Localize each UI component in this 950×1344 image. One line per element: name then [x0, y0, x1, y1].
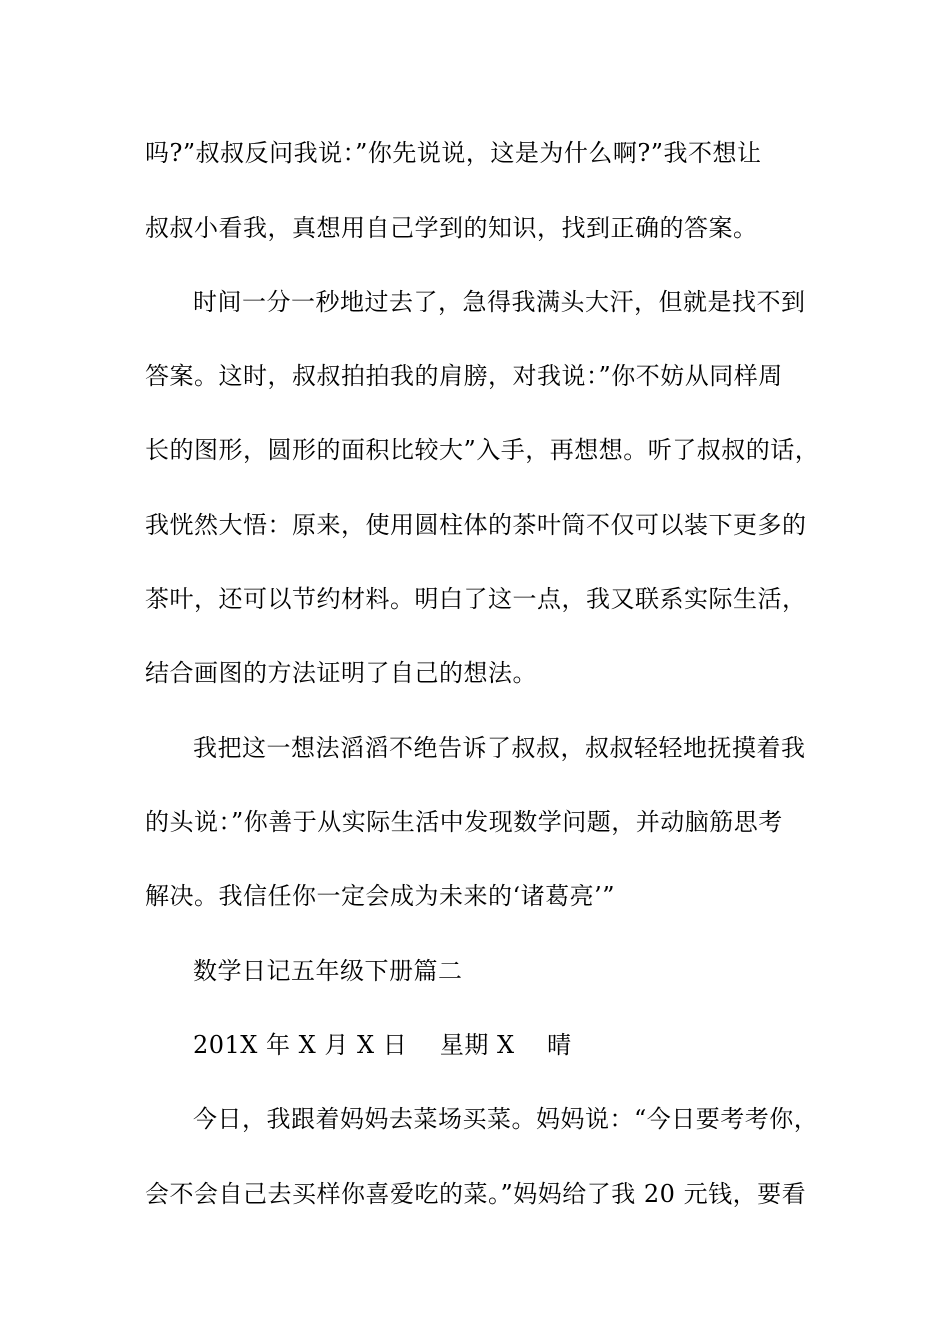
text-line: 叔叔小看我，真想用自己学到的知识，找到正确的答案。	[145, 214, 758, 242]
section-heading: 数学日记五年级下册篇二	[193, 957, 463, 985]
paragraph-start: 时间一分一秒地过去了，急得我满头大汗，但就是找不到	[193, 288, 806, 316]
date-line: 201X 年 X 月 X 日 星期 X 晴	[193, 1031, 572, 1059]
text-line: 的头说：”你善于从实际生活中发现数学问题，并动脑筋思考	[145, 808, 783, 836]
text-line: 答案。这时，叔叔拍拍我的肩膀，对我说：”你不妨从同样周	[145, 362, 783, 390]
text-line: 会不会自己去买样你喜爱吃的菜。”妈妈给了我 20 元钱，要看	[145, 1180, 807, 1208]
text-line: 结合画图的方法证明了自己的想法。	[145, 659, 537, 687]
text-line: 我恍然大悟：原来，使用圆柱体的茶叶筒不仅可以装下更多的	[145, 511, 807, 539]
text-line: 解决。我信任你一定会成为未来的‘诸葛亮’”	[145, 882, 616, 910]
paragraph-start: 我把这一想法滔滔不绝告诉了叔叔，叔叔轻轻地抚摸着我	[193, 734, 806, 762]
text-line: 吗?”叔叔反问我说：”你先说说，这是为什么啊?”我不想让	[145, 139, 762, 167]
text-line: 茶叶，还可以节约材料。明白了这一点，我又联系实际生活，	[145, 585, 807, 613]
paragraph-start: 今日，我跟着妈妈去菜场买菜。妈妈说：“今日要考考你，	[193, 1105, 819, 1133]
text-line: 长的图形，圆形的面积比较大”入手，再想想。听了叔叔的话，	[145, 436, 820, 464]
